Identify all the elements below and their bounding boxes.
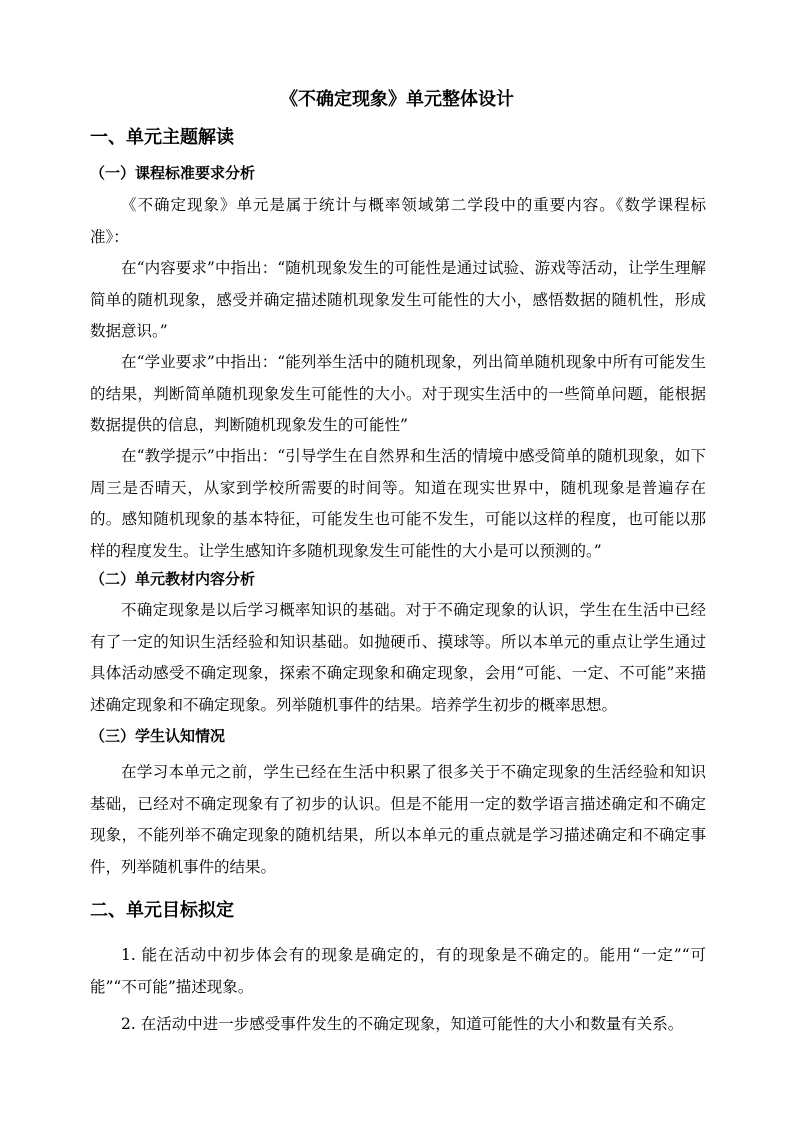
subsection-heading-curriculum: （一）课程标准要求分析 bbox=[90, 164, 256, 182]
subsection-heading-textbook: （二）单元教材内容分析 bbox=[90, 570, 256, 588]
section-heading-objectives: 二、单元目标拟定 bbox=[90, 900, 234, 921]
paragraph-student-cognition: 在学习本单元之前，学生已经在生活中积累了很多关于不确定现象的生活经验和知识基础，已经对不确定现象有了初步的认识。但是不能用一定的数学语言描述确定和不确定现象，不能列举不确定现象的随机结果，所以本单元的重点就是学习描述确定和不确定事件，列举随机事件的结果。 bbox=[90, 763, 706, 876]
paragraph-academic-requirements: 在“学业要求”中指出：“能列举生活中的随机现象，列出简单随机现象中所有可能发生的结果，判断简单随机现象发生可能性的大小。对于现实生活中的一些简单问题，能根据数据提供的信息，判断随机现象发生的可能性” bbox=[90, 353, 706, 434]
objective-item-2: 2. 在活动中进一步感受事件发生的不确定现象，知道可能性的大小和数量有关系。 bbox=[121, 1015, 684, 1033]
objective-item-1: 1. 能在活动中初步体会有的现象是确定的，有的现象是不确定的。能用“一定”“可能”“不可能”描述现象。 bbox=[90, 946, 706, 996]
paragraph-textbook-analysis: 不确定现象是以后学习概率知识的基础。对于不确定现象的认识，学生在生活中已经有了一定的知识生活经验和知识基础。如抛硬币、摸球等。所以本单元的重点让学生通过具体活动感受不确定现象，探索不确定现象和确定现象，会用“可能、一定、不可能”来描述确定现象和不确定现象。列举随机事件的结果。培养学生初步的概率思想。 bbox=[90, 601, 706, 714]
document-title: 《不确定现象》单元整体设计 bbox=[280, 89, 514, 110]
paragraph-content-requirements: 在“内容要求”中指出：“随机现象发生的可能性是通过试验、游戏等活动，让学生理解简单的随机现象，感受并确定描述随机现象发生可能性的大小，感悟数据的随机性，形成数据意识。” bbox=[90, 259, 706, 340]
section-heading-theme: 一、单元主题解读 bbox=[90, 127, 234, 148]
subsection-heading-cognition: （三）学生认知情况 bbox=[90, 727, 226, 745]
paragraph-teaching-tips: 在“教学提示”中指出：“引导学生在自然界和生活的情境中感受简单的随机现象，如下周三是否晴天，从家到学校所需要的时间等。知道在现实世界中，随机现象是普遍存在的。感知随机现象的基本特征，可能发生也可能不发生，可能以这样的程度，也可能以那样的程度发生。让学生感知许多随机现象发生可能性的大小是可以预测的。” bbox=[90, 447, 706, 560]
paragraph-curriculum-intro: 《不确定现象》单元是属于统计与概率领域第二学段中的重要内容。《数学课程标准》： bbox=[90, 196, 706, 246]
